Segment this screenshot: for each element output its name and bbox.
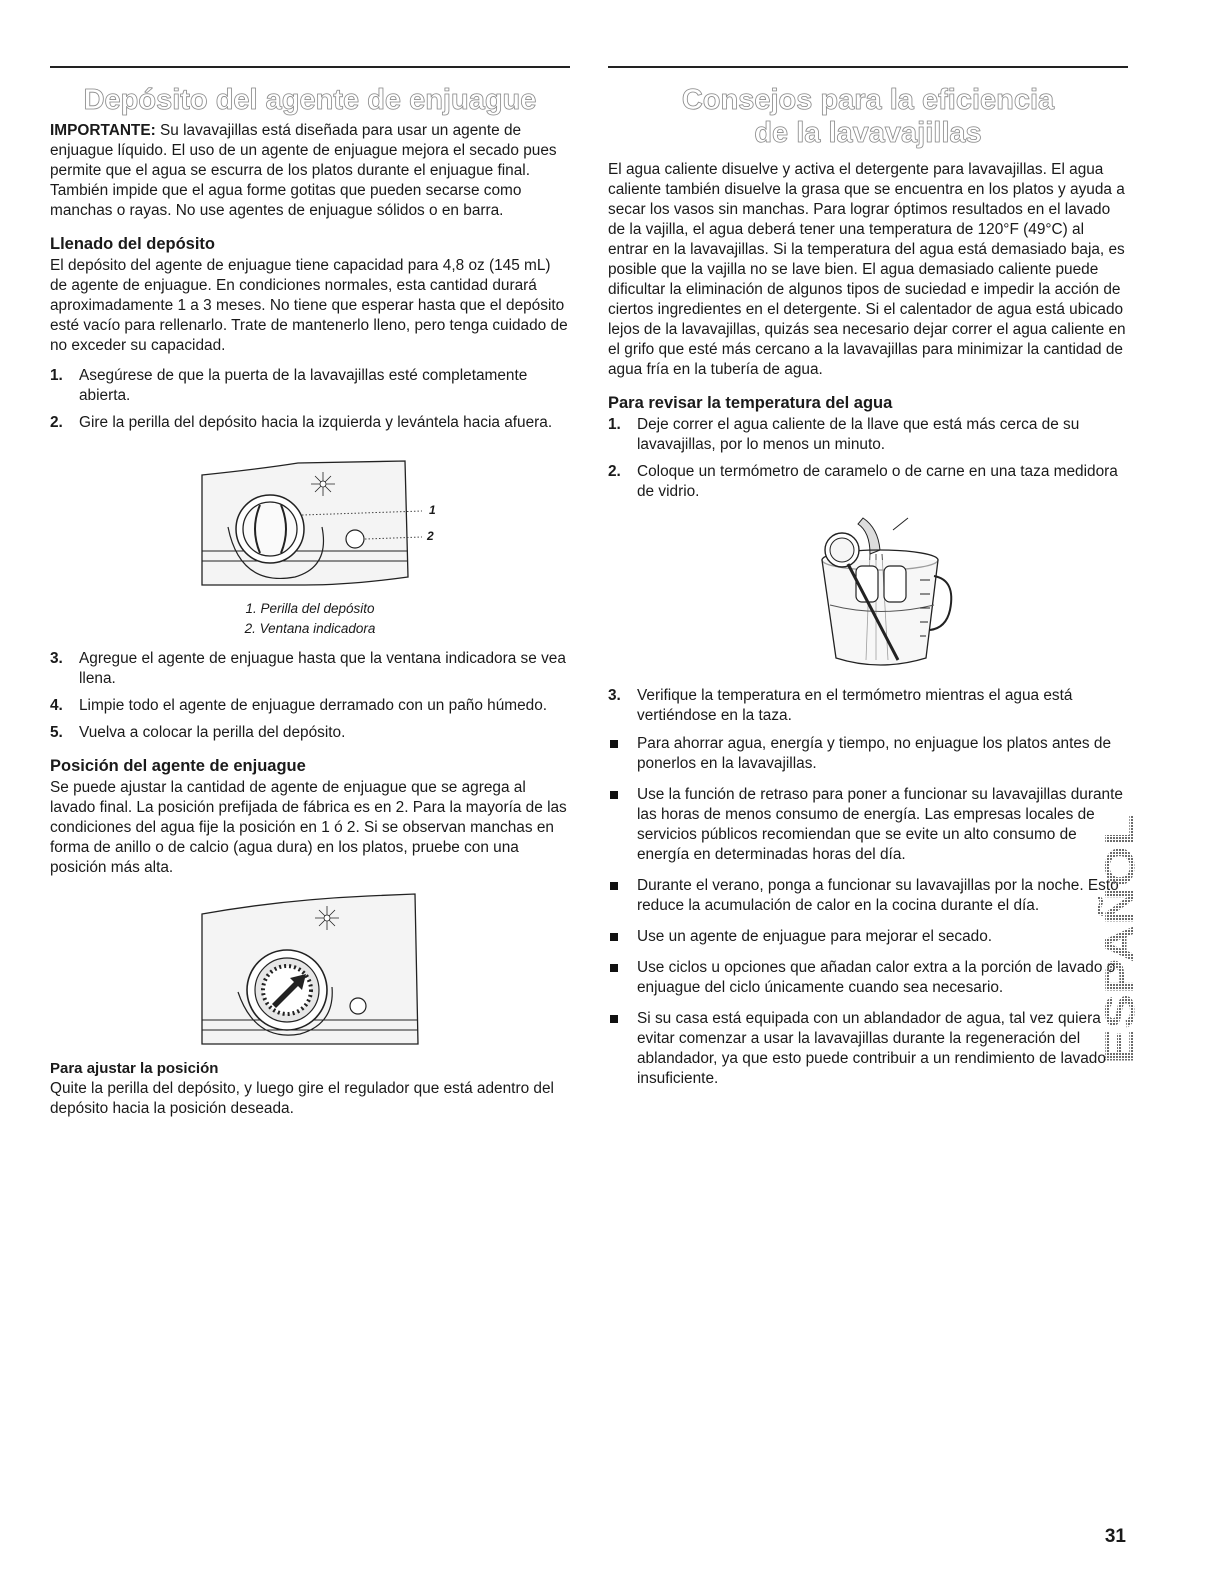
fill-steps-b <box>50 649 570 743</box>
list-item <box>50 723 570 743</box>
language-side-tab <box>1096 808 1168 1068</box>
rinse-aid-intro <box>50 121 570 221</box>
step-text: Agregue el agente de enjuague hasta que la ventana indicadora se vea llena. <box>79 650 566 687</box>
list-item <box>50 366 570 406</box>
dispenser-cap-illustration <box>50 447 570 597</box>
step-text: Limpie todo el agente de enjuague derramado con un paño húmedo. <box>79 697 548 714</box>
bullet-square-icon <box>610 933 618 941</box>
tip-text: Use la función de retraso para poner a funcionar su lavavajillas durante las horas de menos consumo de energía. Las empresas locales de servicios públicos recomiendan que se evite un alto consumo de energía en determinadas horas del día. <box>637 786 1123 863</box>
bullet-square-icon <box>610 964 618 972</box>
list-item <box>608 415 1128 455</box>
list-item <box>608 785 1128 865</box>
position-heading: Posición del agente de enjuague <box>50 757 306 775</box>
step-text: Verifique la temperatura en el termómetro mientras el agua está vertiéndose en la taza. <box>637 687 1073 724</box>
list-item <box>608 734 1128 774</box>
side-tab-text: ESPAÑOL <box>1096 864 1143 1064</box>
step-number: 2. <box>608 463 621 480</box>
callout-1: 1 <box>429 503 436 517</box>
check-temperature-heading: Para revisar la temperatura del agua <box>608 394 893 412</box>
caption-line: 2. Ventana indicadora <box>244 621 376 636</box>
list-item <box>608 686 1128 726</box>
efficiency-title <box>608 84 1128 150</box>
page-number: 31 <box>1104 1526 1126 1547</box>
list-item <box>608 462 1128 502</box>
list-item <box>50 649 570 689</box>
left-column <box>50 66 570 1129</box>
efficiency-title-line-1: Consejos para la eficiencia <box>681 84 1055 116</box>
figure-1-caption <box>50 599 570 639</box>
step-number: 4. <box>50 697 63 714</box>
temperature-steps-b <box>608 686 1128 726</box>
tip-text: Use ciclos u opciones que añadan calor extra a la porción de lavado o enjuague del ciclo únicamente cuando sea necesario. <box>637 959 1116 996</box>
step-text: Deje correr el agua caliente de la llave que está más cerca de su lavavajillas, por lo menos un minuto. <box>637 416 1080 453</box>
step-text: Gire la perilla del depósito hacia la izquierda y levántela hacia afuera. <box>79 414 553 431</box>
language-side-tab-graphic <box>1096 808 1168 1068</box>
left-top-rule <box>50 66 570 68</box>
bullet-square-icon <box>610 740 618 748</box>
adjust-heading: Para ajustar la posición <box>50 1060 219 1077</box>
bullet-square-icon <box>610 882 618 890</box>
callout-2: 2 <box>427 529 434 543</box>
regulator-illustration <box>50 892 570 1048</box>
list-item <box>608 958 1128 998</box>
tip-text: Para ahorrar agua, energía y tiempo, no enjuague los platos antes de ponerlos en la lavavajillas. <box>637 735 1112 772</box>
bullet-square-icon <box>610 1015 618 1023</box>
adjust-text: Quite la perilla del depósito, y luego gire el regulador que está adentro del depósito hacia la posición deseada. <box>50 1080 554 1117</box>
intro-text: Su lavavajillas está diseñada para usar un agente de enjuague líquido. El uso de un agente de enjuague mejora el secado pues permite que el agua se escurra de los platos durante el enjuague final. También impide que el agua forme gotitas que pueden secarse como manchas o rayas. No use agentes de enjuague sólidos o en barra. <box>50 122 557 219</box>
fill-heading: Llenado del depósito <box>50 235 216 253</box>
rinse-aid-title: Depósito del agente de enjuague <box>83 84 537 116</box>
step-text: Coloque un termómetro de caramelo o de carne en una taza medidora de vidrio. <box>637 463 1118 500</box>
step-number: 2. <box>50 414 63 431</box>
important-label: IMPORTANTE: <box>50 122 156 139</box>
list-item <box>608 876 1128 916</box>
right-column <box>608 66 1128 1100</box>
dispenser-figure-1 <box>50 447 570 597</box>
efficiency-intro: El agua caliente disuelve y activa el detergente para lavavajillas. El agua caliente también disuelve la grasa que se encuentra en los platos y ayuda a secar los vasos sin manchas. Para lograr óptimos resultados en el lavado de la vajilla, el agua deberá tener una temperatura de 120°F (49°C) al entrar en la lavavajillas. Si la temperatura del agua está demasiado baja, es posible que la vajilla no se lave bien. El agua demasiado caliente puede dificultar la eliminación de algunos tipos de suciedad e impedir la acción de ciertos ingredientes en el detergente. Si el calentador de agua está ubicado lejos de la lavavajillas, quizás sea necesario dejar correr el agua caliente en el grifo que esté más cercano a la lavavajillas para minimizar la cantidad de agua fría en la tubería de agua. <box>608 161 1126 378</box>
thermometer-figure <box>608 510 1128 672</box>
bullet-square-icon <box>610 791 618 799</box>
step-text: Asegúrese de que la puerta de la lavavajillas esté completamente abierta. <box>79 367 528 404</box>
list-item <box>50 696 570 716</box>
list-item <box>50 413 570 433</box>
step-number: 1. <box>50 367 63 384</box>
temperature-steps-a <box>608 415 1128 502</box>
step-text: Vuelva a colocar la perilla del depósito. <box>79 724 346 741</box>
fill-text: El depósito del agente de enjuague tiene capacidad para 4,8 oz (145 mL) de agente de enjuague. En condiciones normales, esta cantidad durará aproximadamente 1 a 3 meses. No tiene que esperar hasta que el depósito esté vacío para rellenarlo. Trate de mantenerlo lleno, pero tenga cuidado de no exceder su capacidad. <box>50 257 568 354</box>
right-top-rule <box>608 66 1128 68</box>
step-number: 5. <box>50 724 63 741</box>
tip-text: Use un agente de enjuague para mejorar el secado. <box>637 928 993 945</box>
fill-steps-a <box>50 366 570 433</box>
caption-line: 1. Perilla del depósito <box>245 601 375 616</box>
tip-text: Durante el verano, ponga a funcionar su lavavajillas por la noche. Esto reduce la acumulación de calor en la cocina durante el día. <box>637 877 1119 914</box>
list-item <box>608 927 1128 947</box>
tip-text: Si su casa está equipada con un ablandador de agua, tal vez quiera evitar comenzar a usar la lavavajillas durante la regeneración del ablandador, ya que esto puede contribuir a un rendimiento de lavado insuficiente. <box>637 1010 1106 1087</box>
efficiency-tips <box>608 734 1128 1089</box>
efficiency-title-line-2: de la lavavajillas <box>754 117 982 149</box>
dispenser-figure-2 <box>50 892 570 1048</box>
list-item <box>608 1009 1128 1089</box>
measuring-cup-thermometer-illustration <box>608 510 1128 672</box>
step-number: 1. <box>608 416 621 433</box>
step-number: 3. <box>50 650 63 667</box>
step-number: 3. <box>608 687 621 704</box>
position-text: Se puede ajustar la cantidad de agente de enjuague que se agrega al lavado final. La posición prefijada de fábrica es en 2. Para la mayoría de las condiciones del agua fije la posición en 1 ó 2. Si se observan manchas en forma de anillo o de calcio (agua dura) en los platos, pruebe con una posición más alta. <box>50 779 567 876</box>
